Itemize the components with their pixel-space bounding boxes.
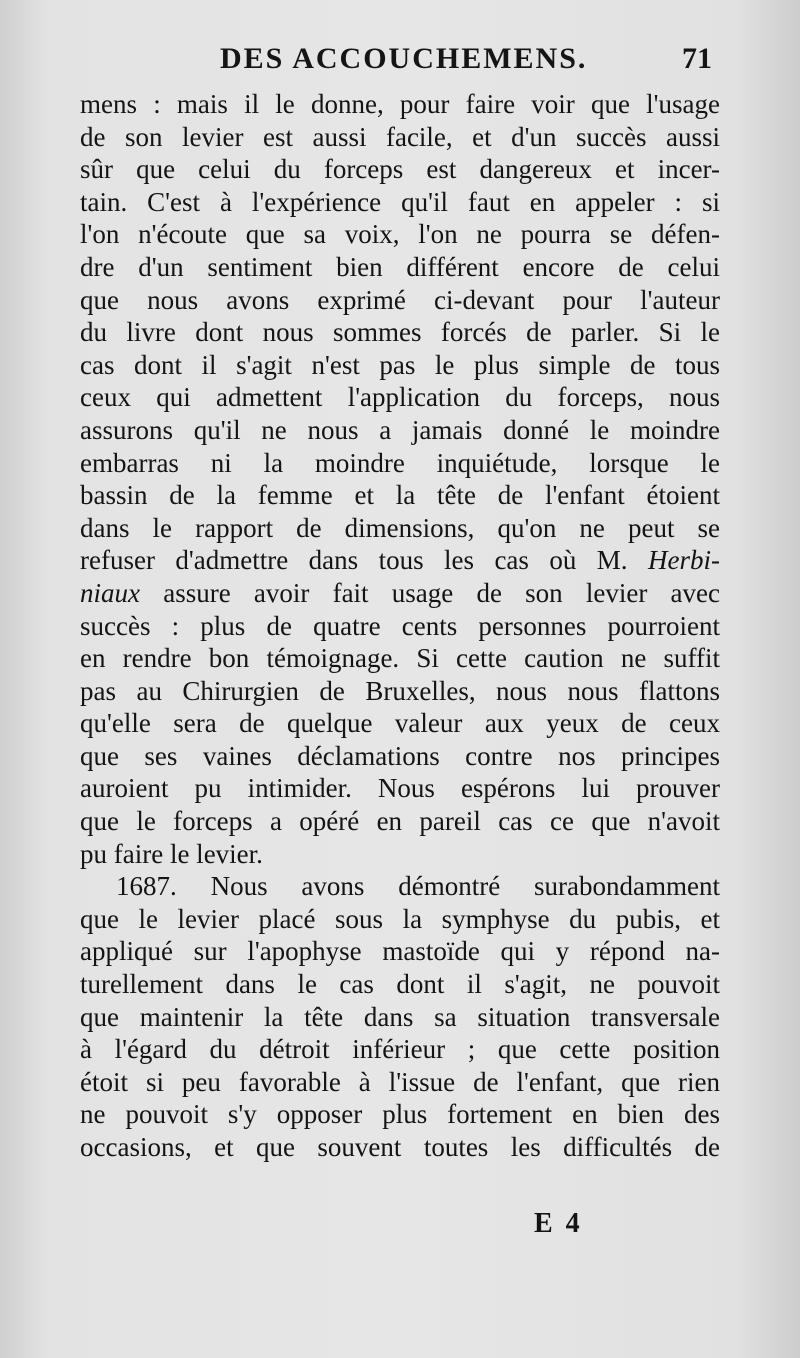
text-line: en rendre bon témoignage. Si cette caution ne suffit <box>80 643 720 674</box>
text-line: embarras ni la moindre inquiétude, lorsque le <box>80 447 720 478</box>
text-line: assurons qu'il ne nous a jamais donné le moindre <box>80 414 720 445</box>
text-line: tain. C'est à l'expérience qu'il faut en appeler : si <box>80 186 720 217</box>
line-text: assure avoir fait usage de son levier avec <box>140 577 720 608</box>
text-line: que le forceps a opéré en pareil cas ce que n'avoit <box>80 806 720 837</box>
signature-mark: E 4 <box>534 1208 583 1239</box>
text-line: ceux qui admettent l'application du forceps, nous <box>80 382 720 413</box>
text-line: du livre dont nous sommes forcés de parler. Si le <box>80 317 720 348</box>
text-line: auroient pu intimider. Nous espérons lui prouver <box>80 773 720 804</box>
text-line <box>80 544 720 577</box>
text-line: pu faire le levier. <box>80 838 263 869</box>
text-line: pas au Chirurgien de Bruxelles, nous nous flattons <box>80 675 720 706</box>
text-line: qu'elle sera de quelque valeur aux yeux de ceux <box>80 708 720 739</box>
text-line: succès : plus de quatre cents personnes pourroient <box>80 610 720 641</box>
text-line: sûr que celui du forceps est dangereux et incer- <box>80 154 720 185</box>
text-line: l'on n'écoute que sa voix, l'on ne pourra se défen- <box>80 219 720 250</box>
text-line <box>80 577 720 610</box>
text-line: occasions, et que souvent toutes les difficultés de <box>80 1132 720 1162</box>
text-line: cas dont il s'agit n'est pas le plus simple de tous <box>80 349 720 380</box>
text-line: appliqué sur l'apophyse mastoïde qui y répond na- <box>80 936 720 967</box>
italic-name: niaux <box>80 577 140 608</box>
running-title: DES ACCOUCHEMENS. <box>220 42 588 75</box>
text-line: que ses vaines déclamations contre nos principes <box>80 740 720 771</box>
paragraph-start-line: 1687. Nous avons démontré surabondamment <box>116 871 720 902</box>
body-text <box>80 88 720 1164</box>
page-header <box>80 38 720 82</box>
italic-name: Herbi- <box>648 545 720 576</box>
text-line: ne pouvoit s'y opposer plus fortement en bien des <box>80 1099 720 1130</box>
text-line: que maintenir la tête dans sa situation transversale <box>80 1001 720 1032</box>
text-line: turellement dans le cas dont il s'agit, ne pouvoit <box>80 969 720 1000</box>
text-line: que nous avons exprimé ci-devant pour l'auteur <box>80 284 720 315</box>
text-line: étoit si peu favorable à l'issue de l'enfant, que rien <box>80 1066 720 1097</box>
line-text: refuser d'admettre dans tous les cas où M. <box>80 545 628 576</box>
text-line: que le levier placé sous la symphyse du pubis, et <box>80 903 720 934</box>
page-number: 71 <box>682 42 712 75</box>
text-line: de son levier est aussi facile, et d'un succès aussi <box>80 121 720 152</box>
text-line: mens : mais il le donne, pour faire voir que l'usage <box>80 89 720 119</box>
text-line: dans le rapport de dimensions, qu'on ne peut se <box>80 512 720 543</box>
text-line: à l'égard du détroit inférieur ; que cette position <box>80 1034 720 1065</box>
text-line: bassin de la femme et la tête de l'enfant étoient <box>80 480 720 511</box>
text-line: dre d'un sentiment bien différent encore de celui <box>80 251 720 282</box>
